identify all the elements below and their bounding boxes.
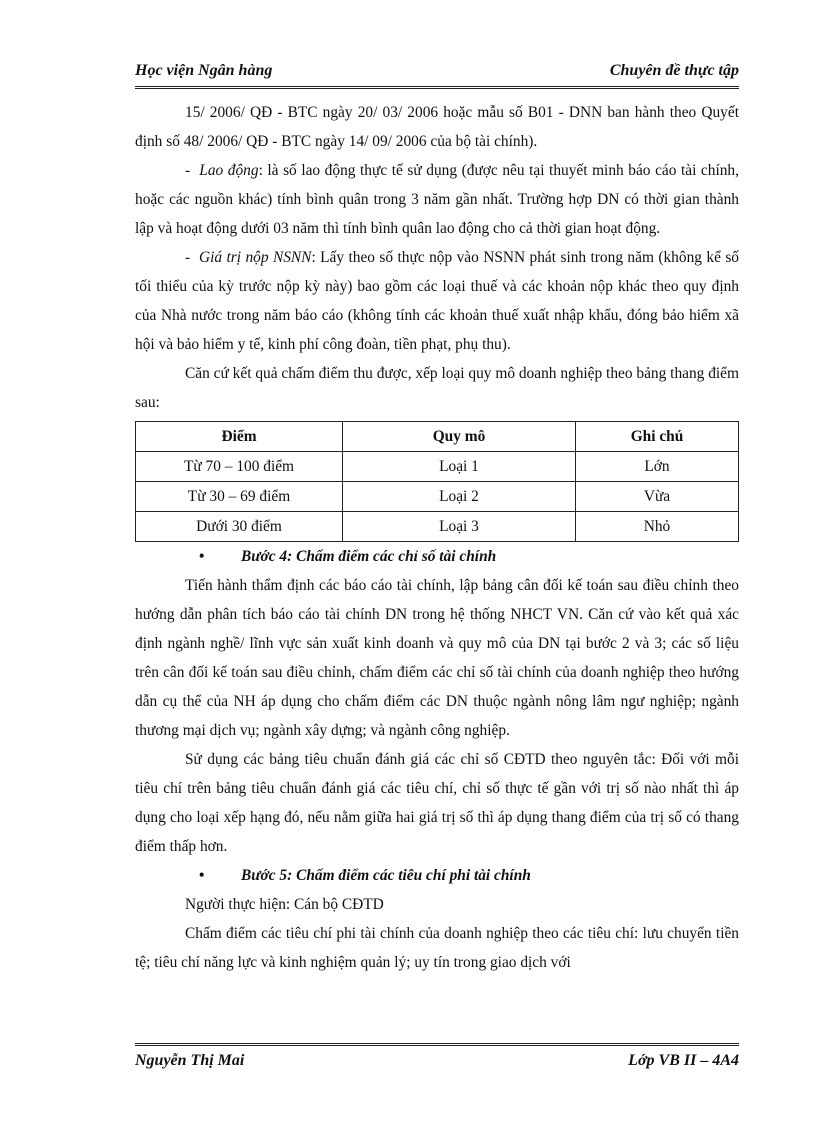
step-4-paragraph-2: Sử dụng các bảng tiêu chuẩn đánh giá các chỉ số CĐTD theo nguyên tắc: Đối với mỗi tiêu chí trên bảng tiêu chuẩn đánh giá các tiêu chí, chỉ số thực tế gần với trị số nào nhất thì áp dụng cho loại xếp hạng đó, nếu nằm giữa hai giá trị số thì áp dụng thang điểm của trị số có thang điểm thấp hơn. xyxy=(135,751,739,855)
header-institution: Học viện Ngân hàng xyxy=(135,62,273,79)
footer-class: Lớp VB II – 4A4 xyxy=(628,1052,739,1069)
page-footer xyxy=(135,1043,739,1076)
cell-note: Nhỏ xyxy=(576,512,739,542)
step-5-paragraph-1: Người thực hiện: Cán bộ CĐTD xyxy=(185,896,384,913)
column-header-score: Điểm xyxy=(136,422,343,452)
cell-score: Từ 30 – 69 điểm xyxy=(136,482,343,512)
term-budget: Giá trị nộp NSNN xyxy=(198,249,312,266)
table-row xyxy=(136,452,739,482)
labor-definition: : là số lao động thực tế sử dụng (được nêu tại thuyết minh báo cáo tài chính, hoặc các nguồn khác) tính bình quân trong 3 năm gần nhất. Trường hợp DN có thời gian thành lập và hoạt động dưới 03 năm thì tính bình quân lao động cho cả thời gian hoạt động. xyxy=(135,162,739,237)
table-header-row xyxy=(136,422,739,452)
paragraph-reference: 15/ 2006/ QĐ - BTC ngày 20/ 03/ 2006 hoặc mẫu số B01 - DNN ban hành theo Quyết định số 48/ 2006/ QĐ - BTC ngày 14/ 09/ 2006 của bộ tài chính). xyxy=(135,104,739,150)
page-header xyxy=(135,60,739,89)
cell-scale: Loại 3 xyxy=(343,512,576,542)
cell-scale: Loại 2 xyxy=(343,482,576,512)
footer-author: Nguyễn Thị Mai xyxy=(135,1052,245,1069)
table-row xyxy=(136,512,739,542)
step-4-paragraph-1: Tiến hành thẩm định các báo cáo tài chính, lập bảng cân đối kế toán sau điều chỉnh theo hướng dẫn phân tích báo cáo tài chính DN trong hệ thống NHCT VN. Căn cứ vào kết quả xác định ngành nghề/ lĩnh vực sản xuất kinh doanh và quy mô của DN tại bước 2 và 3; các số liệu trên cân đối kế toán sau điều chỉnh, chấm điểm các chỉ số tài chính của doanh nghiệp theo hướng dẫn cụ thể của NH áp dụng cho chấm điểm các DN thuộc ngành nông lâm ngư nghiệp; ngành thương mại dịch vụ; ngành xây dựng; và ngành công nghiệp. xyxy=(135,577,739,739)
dash-marker: - xyxy=(185,162,191,179)
term-labor: Lao động xyxy=(199,162,259,179)
step-5-title: Bước 5: Chấm điểm các tiêu chí phi tài chính xyxy=(241,867,531,884)
column-header-scale: Quy mô xyxy=(343,422,576,452)
bullet-icon: • xyxy=(199,867,205,884)
page-body xyxy=(135,98,739,977)
step-5-paragraph-2: Chấm điểm các tiêu chí phi tài chính của doanh nghiệp theo các tiêu chí: lưu chuyển tiền tệ; tiêu chí năng lực và kinh nghiệm quản lý; uy tín trong giao dịch với xyxy=(135,925,739,971)
bullet-icon: • xyxy=(199,548,205,565)
budget-definition: : Lấy theo số thực nộp vào NSNN phát sinh trong năm (không kể số tối thiểu của kỳ trước nộp kỳ này) bao gồm các loại thuế và các khoản nộp khác theo quy định của Nhà nước trong năm báo cáo (không tính các khoản thuế xuất nhập khẩu, đóng bảo hiểm xã hội và bảo hiểm y tế, kinh phí công đoàn, tiền phạt, phụ thu). xyxy=(135,249,740,353)
header-document-type: Chuyên đề thực tập xyxy=(609,62,739,79)
cell-score: Từ 70 – 100 điểm xyxy=(136,452,343,482)
paragraph-classification: Căn cứ kết quả chấm điểm thu được, xếp loại quy mô doanh nghiệp theo bảng thang điểm sau: xyxy=(135,365,739,411)
column-header-note: Ghi chú xyxy=(576,422,739,452)
table-row xyxy=(136,482,739,512)
cell-scale: Loại 1 xyxy=(343,452,576,482)
dash-marker: - xyxy=(185,249,191,266)
cell-score: Dưới 30 điểm xyxy=(136,512,343,542)
paragraph-labor xyxy=(135,156,739,243)
paragraph-budget xyxy=(135,243,739,359)
cell-note: Vừa xyxy=(576,482,739,512)
scale-table xyxy=(135,421,739,542)
step-4-heading xyxy=(135,542,739,571)
step-4-title: Bước 4: Chấm điểm các chỉ số tài chính xyxy=(241,548,497,565)
cell-note: Lớn xyxy=(576,452,739,482)
step-5-heading xyxy=(135,861,739,890)
